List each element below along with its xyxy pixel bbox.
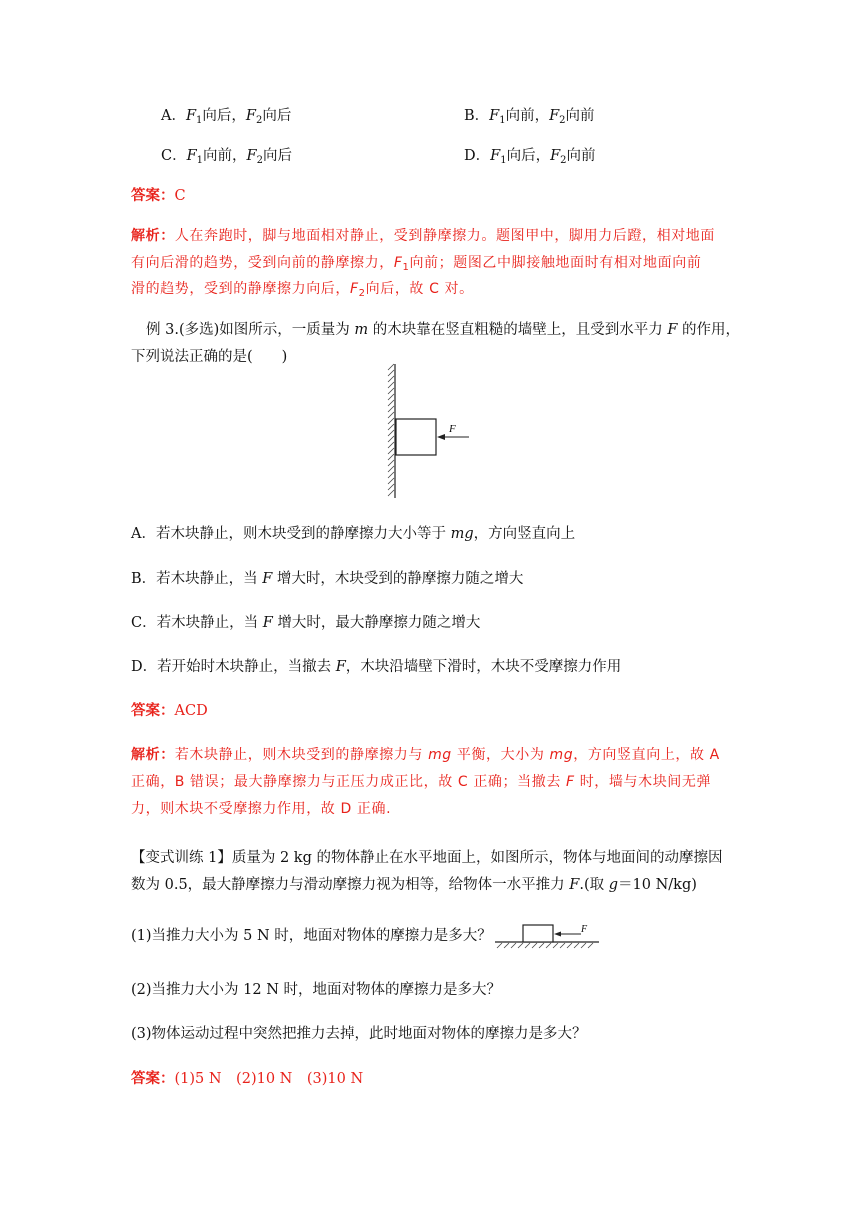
answer-label: 答案： <box>131 1070 175 1087</box>
variant1-question-1: (1)当推力大小为 5 N 时，地面对物体的摩擦力是多大？ <box>131 928 492 944</box>
ground-hatching <box>497 943 593 948</box>
variant1-answer <box>131 1069 363 1089</box>
wall-hatching <box>388 364 394 496</box>
q2-answer <box>131 186 186 206</box>
force-label: F <box>449 423 456 435</box>
variant1-stem-line1: 【变式训练 1】质量为 2 kg 的物体静止在水平地面上，如图所示，物体与地面间的动摩擦因 <box>131 850 723 866</box>
answer-value: (1)5 N (2)10 N (3)10 N <box>174 1071 364 1087</box>
explanation-label: 解析： <box>131 747 175 763</box>
example3-answer <box>131 701 208 721</box>
q2-option-a: A．$F_1$向后，$F_2$向后 <box>161 108 292 126</box>
q2-option-b: B．$F_1$向前，$F_2$向前 <box>464 108 595 126</box>
example3-option-c: C．若木块静止，当 F 增大时，最大静摩擦力随之增大 <box>131 615 481 631</box>
force-arrow-head <box>437 434 445 440</box>
example3-option-d: D．若开始时木块静止，当撤去 F，木块沿墙壁下滑时，木块不受摩擦力作用 <box>131 659 622 675</box>
answer-label: 答案： <box>131 702 175 719</box>
example3-explanation-line2: 正确，B 错误；最大静摩擦力与正压力成正比，故 C 正确；当撤去 F 时，墙与木块间无弹 <box>131 774 712 790</box>
example3-explanation-line3: 力，则木块不受摩擦力作用，故 D 正确. <box>131 801 392 817</box>
variant1-stem-line2: 数为 0.5，最大静摩擦力与滑动摩擦力视为相等，给物体一水平推力 F.(取 g＝10 N/kg) <box>131 877 697 893</box>
q2-option-d: D．$F_1$向后，$F_2$向前 <box>464 148 596 166</box>
explanation-text: 人在奔跑时，脚与地面相对静止，受到静摩擦力。题图甲中，脚用力后蹬，相对地面 <box>174 228 716 244</box>
example3-stem-line2: 下列说法正确的是( ) <box>131 349 288 365</box>
q2-option-c: C．$F_1$向前，$F_2$向后 <box>161 148 292 166</box>
explanation-label: 解析： <box>131 228 175 244</box>
ground-block <box>523 925 553 942</box>
example3-stem-line1: 例 3.(多选)如图所示，一质量为 m 的木块靠在竖直粗糙的墙壁上，且受到水平力 F 的作用， <box>146 322 741 338</box>
push-force-label: F <box>581 924 588 935</box>
variant1-question-2: (2)当推力大小为 12 N 时，地面对物体的摩擦力是多大？ <box>131 982 502 998</box>
q2-explanation-line3: 滑的趋势，受到的静摩擦力向后，$F_2$向后，故 C 对。 <box>131 281 474 299</box>
ground-block-figure <box>493 920 603 952</box>
q2-explanation-line2: 有向后滑的趋势，受到向前的静摩擦力，$F_1$向前；题图乙中脚接触地面时有相对地面向前 <box>131 255 702 273</box>
variant1-question-3: (3)物体运动过程中突然把推力去掉，此时地面对物体的摩擦力是多大？ <box>131 1026 587 1042</box>
answer-value: ACD <box>174 703 208 719</box>
answer-label: 答案： <box>131 187 175 204</box>
answer-value: C <box>174 188 186 204</box>
example3-explanation-line1: 解析：若木块静止，则木块受到的静摩擦力与 mg 平衡，大小为 mg，方向竖直向上，故 A <box>131 747 720 763</box>
q2-explanation-line1 <box>131 226 715 246</box>
wall-block-figure <box>385 362 475 502</box>
wooden-block <box>396 419 436 455</box>
push-arrow-head <box>554 932 561 937</box>
example3-option-b: B．若木块静止，当 F 增大时，木块受到的静摩擦力随之增大 <box>131 571 524 587</box>
example3-option-a: A．若木块静止，则木块受到的静摩擦力大小等于 mg，方向竖直向上 <box>131 526 576 542</box>
